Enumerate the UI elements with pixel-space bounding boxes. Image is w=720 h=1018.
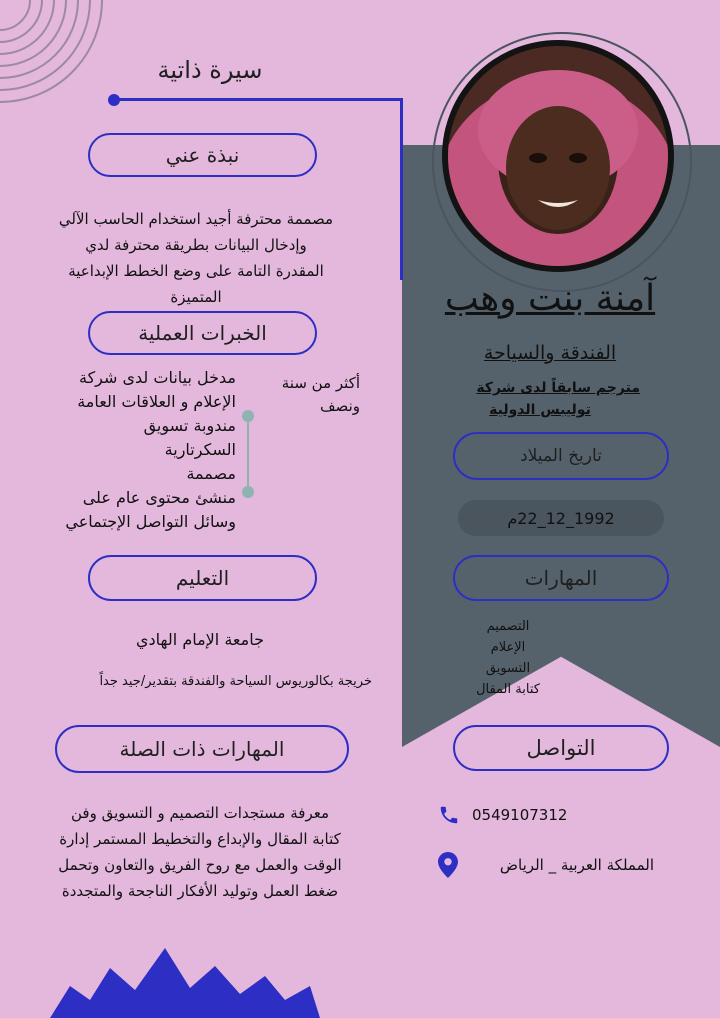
phone-number: 0549107312 — [472, 806, 568, 824]
duration-line: ونصف — [320, 397, 360, 415]
timeline-dot — [242, 486, 254, 498]
related-skills-text — [20, 800, 380, 904]
location-text: المملكة العربية _ الرياض — [499, 856, 654, 874]
experience-list — [18, 366, 236, 534]
related-skills-line: ضغط العمل وتوليد الأفكار الناجحة والمتجددة — [61, 882, 339, 900]
photo-frame — [442, 40, 674, 272]
about-line: المتميزة — [170, 288, 222, 306]
decorative-starburst — [40, 948, 320, 1018]
about-line: وإدخال البيانات بطريقة محترفة لدي — [85, 236, 307, 254]
timeline-dot — [242, 410, 254, 422]
skill-item: الإعلام — [490, 640, 526, 655]
avatar — [442, 40, 674, 272]
education-label-pill — [88, 555, 317, 601]
about-label: نبذة عني — [165, 143, 240, 167]
about-line: المقدرة التامة على وضع الخطط الإبداعية — [68, 262, 324, 280]
experience-item: السكرتارية — [164, 440, 236, 459]
contact-label: التواصل — [526, 736, 596, 760]
experience-duration — [256, 372, 360, 418]
related-skills-label-pill — [55, 725, 349, 773]
university-name: جامعة الإمام الهادي — [136, 630, 264, 649]
education-label: التعليم — [175, 566, 230, 590]
birth-value: 1992_12_22م — [507, 508, 615, 528]
location-pin-icon — [438, 852, 458, 878]
about-text — [20, 206, 372, 310]
related-skills-line: معرفة مستجدات التصميم و التسويق وفن — [71, 804, 329, 822]
experience-label-pill — [88, 311, 317, 355]
experience-item: مصممة — [186, 464, 236, 483]
related-skills-line: كتابة المقال والإبداع والتخطيط المستمر إدارة — [59, 830, 341, 848]
related-skills-label: المهارات ذات الصلة — [119, 737, 285, 761]
skill-item: التصميم — [486, 619, 530, 634]
experience-item: مندوبة تسويق — [143, 416, 236, 435]
skills-label: المهارات — [524, 566, 598, 590]
field-title: الفندقة والسياحة — [483, 342, 617, 364]
duration-line: أكثر من سنة — [281, 374, 360, 392]
about-line: مصممة محترفة أجيد استخدام الحاسب الآلي — [58, 210, 334, 228]
experience-item: مدخل بيانات لدى شركة — [78, 368, 236, 387]
birth-label-pill — [453, 432, 669, 480]
contact-label-pill — [453, 725, 669, 771]
connector-line-vertical — [400, 98, 403, 280]
person-name: آمنة بنت وهب — [444, 278, 656, 319]
birth-value-box — [458, 500, 664, 536]
about-label-pill — [88, 133, 317, 177]
degree-text: خريجة بكالوريوس السياحة والفندقة بتقدير/جيد جداً — [99, 674, 372, 689]
experience-label: الخبرات العملية — [138, 321, 267, 345]
experience-item: وسائل التواصل الإجتماعي — [65, 512, 236, 531]
birth-label: تاريخ الميلاد — [520, 446, 602, 466]
previous-role-line1: مترجم سابقاً لدى شركة — [476, 380, 640, 396]
phone-icon — [438, 804, 460, 826]
connector-line — [114, 98, 402, 101]
skills-label-pill — [453, 555, 669, 601]
related-skills-line: الوقت والعمل مع روح الفريق والتعاون وتحمل — [58, 856, 342, 874]
skills-list — [440, 616, 576, 700]
page-title: سيرة ذاتية — [157, 56, 263, 84]
experience-item: الإعلام و العلاقات العامة — [77, 392, 236, 411]
previous-role-line2: توليبس الدولية — [489, 402, 591, 418]
decorative-arcs — [0, 0, 120, 120]
timeline-line — [247, 416, 249, 492]
skill-item: التسويق — [485, 661, 531, 676]
skill-item: كتابة المقال — [476, 682, 540, 697]
experience-item: منشئ محتوى عام على — [82, 488, 236, 507]
